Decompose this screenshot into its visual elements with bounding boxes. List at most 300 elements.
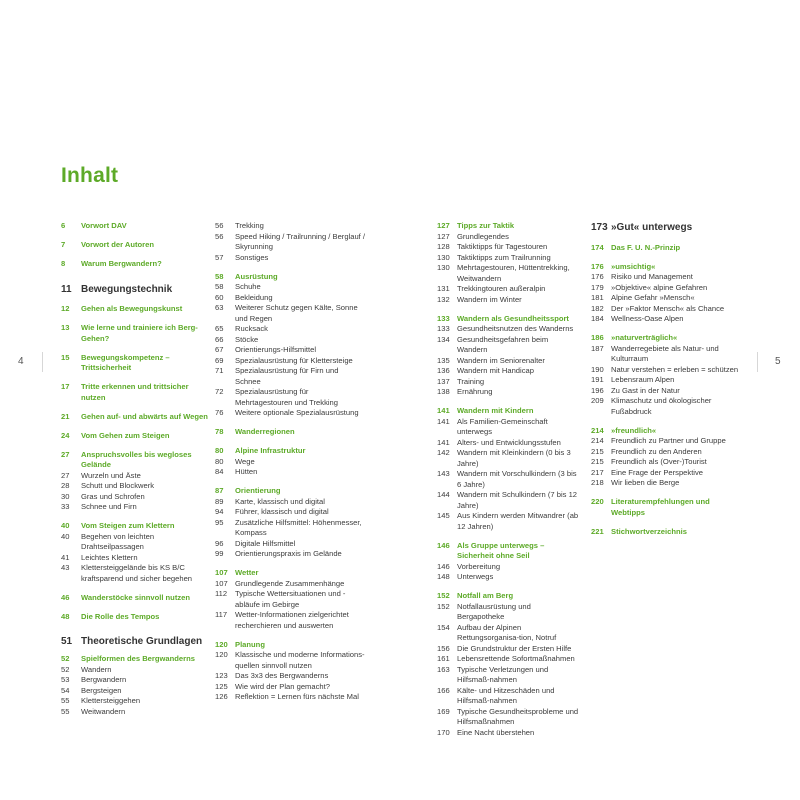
toc-entry [215, 457, 365, 468]
toc-page-number: 6 [61, 221, 66, 230]
toc-entry-title: Lebensrettende Sofortmaßnahmen [457, 654, 575, 663]
toc-entry-title: Wetter-Informationen zielgerichtet recherchieren und auswerten [235, 610, 349, 630]
toc-entry-title: Bergwandern [81, 675, 127, 684]
toc-page-number: 145 [437, 511, 450, 520]
toc-page-number: 27 [61, 470, 70, 480]
toc-entry [215, 497, 365, 508]
toc-page-number: 66 [215, 334, 224, 344]
toc-page-number: 143 [437, 469, 450, 478]
toc-page-number: 125 [215, 681, 228, 691]
toc-entry-title: Taktiktipps zum Trailrunning [457, 252, 551, 262]
toc-entry [61, 221, 209, 232]
toc-entry-title: Spezialausrüstung für Mehrtagestouren und Trekking [235, 387, 338, 407]
toc-entry-title: Führer, klassisch und digital [235, 507, 329, 516]
toc-entry-title: Tipps zur Taktik [457, 221, 515, 230]
toc-entry [61, 471, 209, 482]
toc-page-number: 173 [591, 222, 608, 233]
toc-entry-title: Eine Frage der Perspektive [611, 467, 704, 477]
toc-page-number: 28 [61, 481, 70, 490]
toc-entry-title: Leichtes Klettern [81, 552, 138, 562]
toc-entry [437, 263, 579, 284]
toc-page-number: 120 [215, 650, 228, 659]
toc-page-number: 187 [591, 343, 604, 353]
page-edge-line-left [42, 352, 43, 372]
toc-entry [437, 572, 579, 583]
toc-entry [591, 436, 741, 447]
toc-entry [61, 654, 209, 665]
toc-entry [61, 323, 209, 344]
toc-entry [591, 386, 741, 397]
toc-page-number: 141 [437, 416, 450, 426]
toc-entry-title: Schnee und Firn [81, 502, 137, 511]
toc-entry-title: Gras und Schrofen [81, 491, 145, 501]
toc-entry [215, 356, 365, 367]
toc-entry [215, 427, 365, 438]
toc-page-number: 76 [215, 408, 224, 417]
toc-entry [215, 335, 365, 346]
toc-page-number: 58 [215, 282, 224, 291]
toc-entry [61, 259, 209, 270]
toc-entry [215, 253, 365, 264]
toc-page-number: 146 [437, 561, 450, 571]
toc-entry [61, 686, 209, 697]
toc-entry-title: »umsichtig« [611, 261, 656, 271]
toc-entry-title: Klettersteiggelände bis KS B/C kraftsparend und sicher begehen [81, 563, 193, 583]
toc-entry [437, 623, 579, 644]
toc-page-number: 138 [437, 387, 450, 396]
toc-entry [215, 467, 365, 478]
toc-page-number: 107 [215, 568, 228, 577]
toc-page-number: 87 [215, 486, 224, 495]
toc-page-number: 112 [215, 589, 228, 598]
toc-page-number: 163 [437, 664, 450, 674]
toc-entry-title: Wandern mit Kindern [457, 406, 534, 415]
toc-entry [437, 448, 579, 469]
toc-entry [61, 450, 209, 471]
toc-column-3 [437, 221, 579, 738]
toc-entry [437, 335, 579, 356]
toc-entry [215, 682, 365, 693]
toc-entry-title: Wurzeln und Äste [81, 470, 141, 480]
toc-entry-title: Karte, klassisch und digital [235, 496, 325, 506]
toc-entry [61, 412, 209, 423]
toc-page-number: 130 [437, 263, 450, 272]
toc-entry [215, 408, 365, 419]
toc-entry-title: Alpine Gefahr »Mensch« [611, 293, 695, 302]
toc-entry [215, 282, 365, 293]
toc-page-number: 80 [215, 456, 224, 466]
toc-page-number: 161 [437, 654, 450, 663]
toc-page-number: 142 [437, 448, 450, 457]
toc-page-number: 56 [215, 231, 224, 241]
toc-entry-title: Wandern mit Schulkindern (7 bis 12 Jahre) [457, 490, 578, 510]
toc-page-number: 126 [215, 692, 228, 701]
toc-entry [591, 375, 741, 386]
toc-entry [437, 665, 579, 686]
toc-entry-title: Die Rolle des Tempos [81, 611, 160, 621]
toc-entry-title: Sonstiges [235, 252, 269, 262]
toc-page-number: 33 [61, 502, 70, 511]
toc-entry-title: Alters- und Entwicklungsstufen [457, 437, 561, 447]
toc-page-number: 51 [61, 636, 73, 647]
toc-entry [437, 406, 579, 417]
toc-entry-title: Aus Kindern werden Mitwandrer (ab 12 Jahren) [457, 511, 579, 531]
toc-page-number: 131 [437, 284, 450, 293]
toc-entry [437, 221, 579, 232]
toc-entry [437, 707, 579, 728]
toc-entry [61, 382, 209, 403]
toc-page-number: 54 [61, 685, 70, 695]
toc-entry [591, 344, 741, 365]
toc-entry [61, 553, 209, 564]
toc-entry-title: Bewegungskompetenz – Trittsicherheit [81, 352, 170, 372]
toc-page-number: 24 [61, 430, 70, 440]
toc-page-number: 120 [215, 639, 228, 649]
toc-entry [215, 221, 365, 232]
toc-entry [61, 431, 209, 442]
toc-entry-title: Training [457, 376, 485, 386]
toc-page-number: 60 [215, 292, 224, 302]
toc-entry [215, 579, 365, 590]
toc-entry-title: Schuhe [235, 282, 261, 291]
toc-entry-title: Wandern im Winter [457, 294, 522, 304]
toc-entry [591, 221, 741, 234]
toc-entry-title: Eine Nacht überstehen [457, 727, 535, 737]
toc-page-number: 27 [61, 449, 70, 459]
toc-page-number: 169 [437, 706, 450, 716]
toc-entry-title: Ausrüstung [235, 271, 278, 281]
toc-entry [591, 497, 741, 518]
toc-entry-title: Zu Gast in der Natur [611, 385, 680, 395]
toc-entry [591, 272, 741, 283]
toc-page-number: 176 [591, 261, 604, 271]
toc-page-number: 137 [437, 376, 450, 386]
toc-entry [215, 507, 365, 518]
toc-page-number: 141 [437, 406, 450, 415]
toc-entry-title: Stichwortverzeichnis [611, 526, 687, 536]
toc-entry-title: Schutt und Blockwerk [81, 481, 155, 490]
toc-page-number: 52 [61, 664, 70, 674]
toc-entry [591, 478, 741, 489]
toc-entry-title: Hütten [235, 467, 258, 476]
toc-page-number: 134 [437, 334, 450, 344]
toc-page-number: 40 [61, 521, 70, 530]
toc-entry-title: Zusätzliche Hilfsmittel: Höhenmesser, Kompass [235, 517, 362, 537]
toc-entry [61, 593, 209, 604]
toc-entry [591, 262, 741, 273]
toc-page-number: 7 [61, 240, 66, 249]
toc-page-number: 128 [437, 242, 450, 251]
toc-page-number: 48 [61, 611, 70, 621]
toc-entry [437, 377, 579, 388]
toc-entry-title: Gesundheitsnutzen des Wanderns [457, 324, 574, 333]
toc-entry [215, 539, 365, 550]
toc-page-number: 146 [437, 540, 450, 550]
toc-entry-title: Das F. U. N.-Prinzip [611, 242, 681, 252]
contents-title: Inhalt [61, 164, 119, 187]
toc-page-number: 55 [61, 706, 70, 716]
toc-entry-title: Wandern als Gesundheitssport [457, 313, 569, 323]
toc-page-number: 12 [61, 304, 70, 313]
toc-entry [437, 728, 579, 739]
toc-page-number: 8 [61, 259, 66, 268]
toc-entry [215, 486, 365, 497]
toc-page-number: 15 [61, 352, 70, 362]
toc-entry-title: Wandern im Seniorenalter [457, 355, 545, 365]
toc-page-number: 96 [215, 538, 224, 548]
toc-page-number: 152 [437, 601, 450, 611]
toc-page-number: 156 [437, 643, 450, 653]
toc-page-number: 56 [215, 221, 224, 230]
toc-entry [591, 333, 741, 344]
toc-page-number: 136 [437, 366, 450, 375]
toc-entry-title: Notfallausrüstung und Bergapotheke [457, 601, 531, 621]
toc-entry-title: »naturverträglich« [611, 333, 678, 342]
toc-entry [437, 253, 579, 264]
toc-entry [437, 232, 579, 243]
toc-page-number: 80 [215, 446, 224, 455]
toc-entry [61, 304, 209, 315]
toc-page-number: 71 [215, 366, 224, 375]
toc-page-number: 176 [591, 272, 604, 281]
toc-entry-title: Spezialausrüstung für Firn und Schnee [235, 366, 339, 386]
toc-page-number: 78 [215, 427, 224, 436]
toc-entry [437, 591, 579, 602]
page-number-right: 5 [775, 356, 781, 367]
toc-page-number: 69 [215, 355, 224, 365]
toc-page-number: 196 [591, 385, 604, 395]
toc-entry [437, 511, 579, 532]
toc-entry-title: Wir lieben die Berge [611, 478, 680, 487]
toc-entry [591, 447, 741, 458]
toc-entry [437, 356, 579, 367]
toc-entry [215, 518, 365, 539]
toc-entry-title: Wanderstöcke sinnvoll nutzen [81, 592, 191, 602]
toc-entry [61, 696, 209, 707]
toc-page-number: 58 [215, 271, 224, 281]
toc-page-number: 217 [591, 467, 604, 477]
toc-entry-title: Alpine Infrastruktur [235, 446, 306, 455]
toc-entry-title: Wandern mit Handicap [457, 366, 534, 375]
toc-entry [591, 293, 741, 304]
toc-page-number: 21 [61, 411, 70, 421]
toc-entry-title: Bergsteigen [81, 685, 122, 695]
toc-entry [437, 654, 579, 665]
toc-entry-title: Anspruchsvolles bis wegloses Gelände [81, 449, 192, 469]
toc-entry [61, 675, 209, 686]
toc-page-number: 127 [437, 221, 450, 230]
toc-entry-title: Natur verstehen = erleben = schützen [611, 364, 739, 374]
toc-entry-title: Trekkingtouren außeralpin [457, 284, 546, 293]
toc-entry-title: Weitwandern [81, 706, 126, 716]
toc-page-number: 215 [591, 446, 604, 456]
toc-page-number: 133 [437, 313, 450, 323]
toc-entry-title: Bewegungstechnik [81, 283, 173, 295]
toc-entry [215, 272, 365, 283]
toc-entry-title: Literaturempfehlungen und Webtipps [611, 497, 710, 517]
toc-page-number: 40 [61, 531, 70, 541]
toc-entry-title: Klettersteiggehen [81, 696, 141, 705]
toc-entry [437, 324, 579, 335]
toc-entry [61, 665, 209, 676]
toc-page-number: 221 [591, 526, 604, 536]
toc-page-number: 130 [437, 252, 450, 262]
toc-entry-title: Als Familien-Gemeinschaft unterwegs [457, 416, 548, 436]
toc-entry [437, 644, 579, 655]
toc-entry [591, 426, 741, 437]
toc-entry-title: Wanderregionen [235, 427, 295, 436]
toc-entry-title: Gesundheitsgefahren beim Wandern [457, 334, 549, 354]
toc-entry-title: Wie wird der Plan gemacht? [235, 681, 330, 691]
page-number-left: 4 [18, 356, 24, 367]
toc-entry [437, 686, 579, 707]
page-edge-line-right [757, 352, 758, 372]
toc-page-number: 154 [437, 622, 450, 632]
toc-entry [591, 457, 741, 468]
toc-entry [437, 541, 579, 562]
toc-entry [215, 671, 365, 682]
toc-entry-title: Unterwegs [457, 572, 494, 581]
toc-page-number: 63 [215, 303, 224, 312]
toc-entry-title: Orientierungspraxis im Gelände [235, 549, 342, 558]
toc-entry [61, 492, 209, 503]
toc-page-number: 174 [591, 242, 604, 252]
toc-column-4 [591, 221, 741, 537]
toc-page-number: 65 [215, 324, 224, 333]
toc-entry-title: »Gut« unterwegs [611, 222, 693, 233]
toc-entry-title: Taktiktipps für Tagestouren [457, 242, 548, 251]
toc-entry-title: Weiterer Schutz gegen Kälte, Sonne und Regen [235, 303, 358, 323]
toc-page-number: 148 [437, 572, 450, 581]
toc-entry-title: Grundlegende Zusammenhänge [235, 578, 345, 588]
toc-entry [215, 589, 365, 610]
toc-entry-title: Vom Steigen zum Klettern [81, 521, 175, 530]
toc-entry [591, 527, 741, 538]
toc-entry-title: Klimaschutz und ökologischer Fußabdruck [611, 396, 712, 416]
toc-page-number: 179 [591, 282, 604, 292]
toc-entry-title: Klassische und moderne Informations-quellen sinnvoll nutzen [235, 650, 365, 670]
toc-entry-title: Grundlegendes [457, 231, 509, 241]
toc-entry [215, 640, 365, 651]
toc-page-number: 181 [591, 293, 604, 302]
toc-page-number: 152 [437, 591, 450, 600]
toc-entry-title: Mehrtagestouren, Hüttentrekking, Weitwandern [457, 263, 570, 283]
toc-entry-title: Weitere optionale Spezialausrüstung [235, 408, 359, 417]
toc-entry [591, 468, 741, 479]
toc-entry-title: Lebensraum Alpen [611, 375, 675, 384]
toc-page-number: 141 [437, 437, 450, 447]
toc-page-number: 132 [437, 294, 450, 304]
toc-entry-title: Das 3x3 des Bergwanderns [235, 671, 329, 680]
toc-entry [437, 295, 579, 306]
toc-entry [215, 303, 365, 324]
toc-entry [591, 396, 741, 417]
toc-entry [591, 365, 741, 376]
toc-entry-title: Theoretische Grundlagen [81, 636, 203, 647]
toc-entry-title: Gehen auf- und abwärts auf Wegen [81, 411, 208, 421]
toc-page-number: 17 [61, 382, 70, 391]
toc-entry-title: Begehen von leichten Drahtseilpassagen [81, 531, 155, 551]
toc-entry [437, 242, 579, 253]
toc-entry [591, 314, 741, 325]
toc-entry [437, 314, 579, 325]
toc-entry [437, 602, 579, 623]
toc-entry [215, 324, 365, 335]
toc-entry-title: Trekking [235, 221, 264, 230]
toc-entry-title: Typische Gesundheitsprobleme und Hilfsmaßnahmen [457, 706, 579, 726]
toc-entry-title: Wandern mit Kleinkindern (0 bis 3 Jahre) [457, 448, 571, 468]
toc-page-number: 94 [215, 507, 224, 516]
toc-entry-title: Rucksack [235, 324, 268, 333]
toc-entry-title: Wellness-Oase Alpen [611, 314, 684, 323]
toc-page-number: 170 [437, 727, 450, 737]
toc-entry-title: Wege [235, 456, 255, 466]
toc-page-number: 186 [591, 333, 604, 342]
toc-entry [591, 304, 741, 315]
toc-entry [437, 387, 579, 398]
toc-entry [215, 345, 365, 356]
toc-page-number: 43 [61, 563, 70, 572]
toc-entry-title: Vorbereitung [457, 561, 501, 571]
toc-entry-title: Notfall am Berg [457, 591, 514, 600]
toc-entry-title: Speed Hiking / Trailrunning / Berglauf / Skyrunning [235, 231, 366, 251]
toc-entry [215, 387, 365, 408]
toc-page-number: 220 [591, 497, 604, 506]
toc-entry [215, 568, 365, 579]
toc-entry-title: Der »Faktor Mensch« als Chance [611, 303, 725, 313]
toc-entry-title: Wie lerne und trainiere ich Berg-Gehen? [81, 323, 198, 343]
toc-entry-title: Vom Gehen zum Steigen [81, 430, 170, 440]
toc-entry-title: »Objektive« alpine Gefahren [611, 282, 708, 292]
toc-entry [61, 502, 209, 513]
toc-entry [61, 532, 209, 553]
toc-entry-title: Wanderregebiete als Natur- und Kulturraum [611, 343, 719, 363]
toc-page-number: 57 [215, 252, 224, 262]
toc-entry [215, 692, 365, 703]
toc-page-number: 214 [591, 436, 604, 445]
toc-page-number: 182 [591, 303, 604, 313]
toc-page-number: 135 [437, 355, 450, 365]
toc-entry-title: Tritte erkennen und trittsicher nutzen [81, 382, 189, 402]
toc-entry-title: Wetter [235, 568, 259, 577]
toc-page-number: 13 [61, 323, 70, 332]
toc-entry-title: Vorwort der Autoren [81, 240, 154, 249]
toc-entry [61, 707, 209, 718]
toc-entry [437, 417, 579, 438]
toc-entry [437, 469, 579, 490]
toc-page-number: 52 [61, 654, 70, 663]
toc-column-1 [61, 221, 209, 717]
toc-entry-title: Orientierung [235, 486, 281, 495]
toc-page-number: 41 [61, 552, 70, 562]
toc-page-number: 84 [215, 467, 224, 476]
toc-page-number: 190 [591, 364, 604, 374]
toc-entry-title: Stöcke [235, 334, 259, 344]
toc-entry-title: Vorwort DAV [81, 221, 127, 230]
toc-entry [591, 243, 741, 254]
toc-entry-title: Die Grundstruktur der Ersten Hilfe [457, 643, 572, 653]
toc-entry-title: Reflektion = Lernen fürs nächste Mal [235, 692, 359, 701]
toc-entry [437, 562, 579, 573]
toc-entry [215, 446, 365, 457]
toc-entry [437, 438, 579, 449]
toc-page-number: 89 [215, 496, 224, 506]
toc-entry [61, 283, 209, 296]
toc-page-number: 117 [215, 610, 228, 619]
toc-page-number: 166 [437, 685, 450, 695]
toc-entry [215, 232, 365, 253]
toc-page-number: 67 [215, 345, 224, 354]
